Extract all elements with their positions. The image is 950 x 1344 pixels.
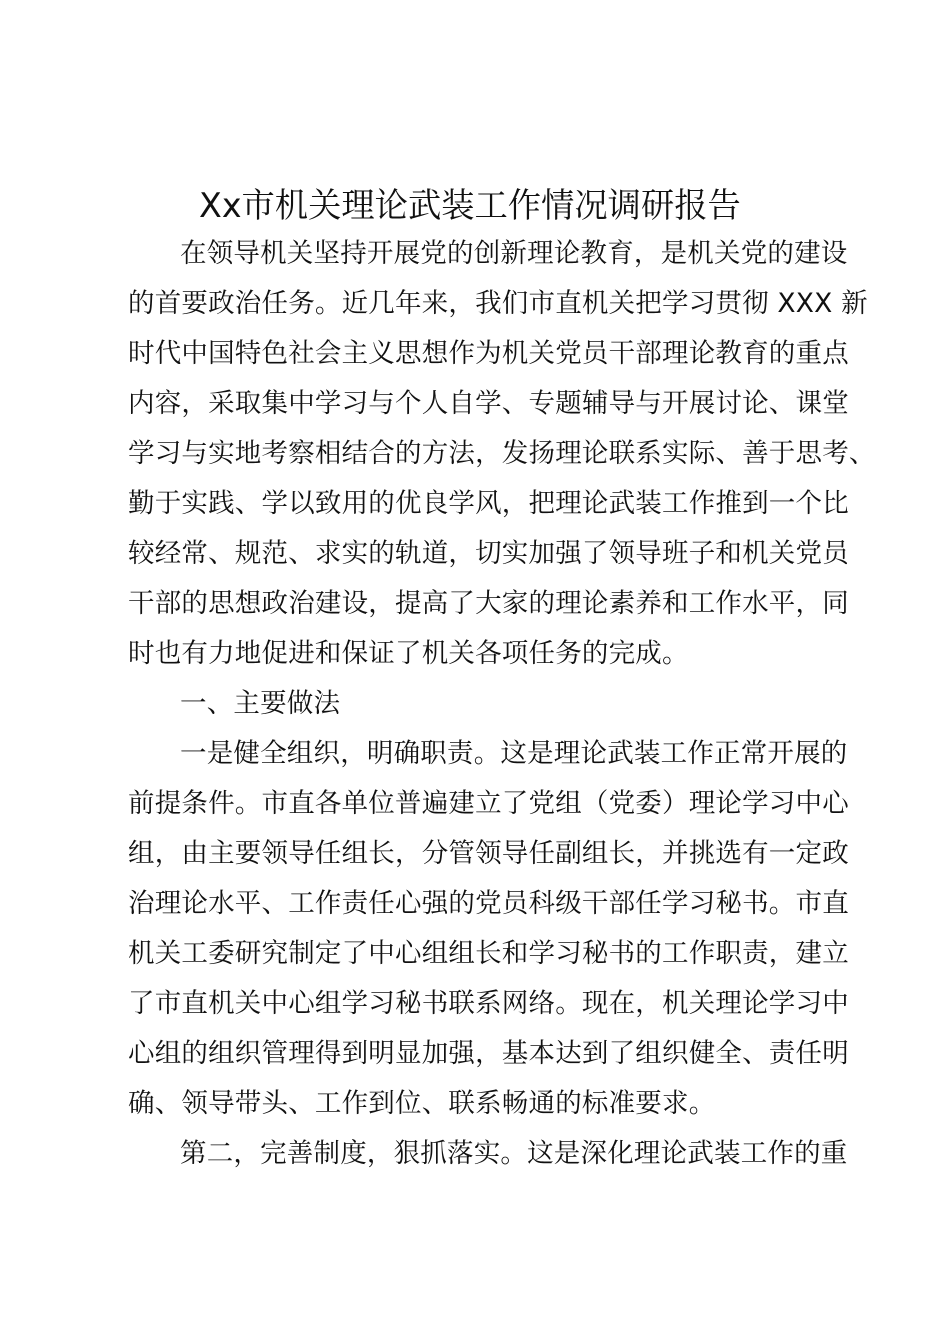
paragraph-line-intro-1: 在领导机关坚持开展党的创新理论教育，是机关党的建设 — [180, 238, 848, 269]
paragraph-line-second-1: 第二，完善制度，狠抓落实。这是深化理论武装工作的重 — [180, 1138, 848, 1169]
paragraph-line-first-3: 组，由主要领导任组长，分管领导任副组长，并挑选有一定政 — [128, 838, 849, 869]
paragraph-line-intro-3: 时代中国特色社会主义思想作为机关党员干部理论教育的重点 — [128, 338, 849, 369]
paragraph-line-first-2: 前提条件。市直各单位普遍建立了党组（党委）理论学习中心 — [128, 788, 849, 819]
paragraph-line-intro-4: 内容，采取集中学习与个人自学、专题辅导与开展讨论、课堂 — [128, 388, 849, 419]
paragraph-line-first-6: 了市直机关中心组学习秘书联系网络。现在，机关理论学习中 — [128, 988, 849, 1019]
document-title: Xx市机关理论武装工作情况调研报告 — [199, 186, 741, 226]
paragraph-line-first-4: 治理论水平、工作责任心强的党员科级干部任学习秘书。市直 — [128, 888, 849, 919]
paragraph-line-first-7: 心组的组织管理得到明显加强，基本达到了组织健全、责任明 — [128, 1038, 849, 1069]
paragraph-line-intro-8: 干部的思想政治建设，提高了大家的理论素养和工作水平，同 — [128, 588, 849, 619]
paragraph-line-intro-5: 学习与实地考察相结合的方法，发扬理论联系实际、善于思考、 — [128, 438, 876, 469]
paragraph-line-intro-9: 时也有力地促进和保证了机关各项任务的完成。 — [128, 638, 689, 669]
paragraph-line-intro-2: 的首要政治任务。近几年来，我们市直机关把学习贯彻 XXX 新 — [128, 288, 868, 319]
paragraph-line-intro-7: 较经常、规范、求实的轨道，切实加强了领导班子和机关党员 — [128, 538, 849, 569]
paragraph-line-first-5: 机关工委研究制定了中心组组长和学习秘书的工作职责，建立 — [128, 938, 849, 969]
section-heading: 一、主要做法 — [180, 688, 341, 719]
paragraph-line-first-1: 一是健全组织，明确职责。这是理论武装工作正常开展的 — [180, 738, 848, 769]
paragraph-line-intro-6: 勤于实践、学以致用的优良学风，把理论武装工作推到一个比 — [128, 488, 849, 519]
paragraph-line-first-8: 确、领导带头、工作到位、联系畅通的标准要求。 — [128, 1088, 716, 1119]
